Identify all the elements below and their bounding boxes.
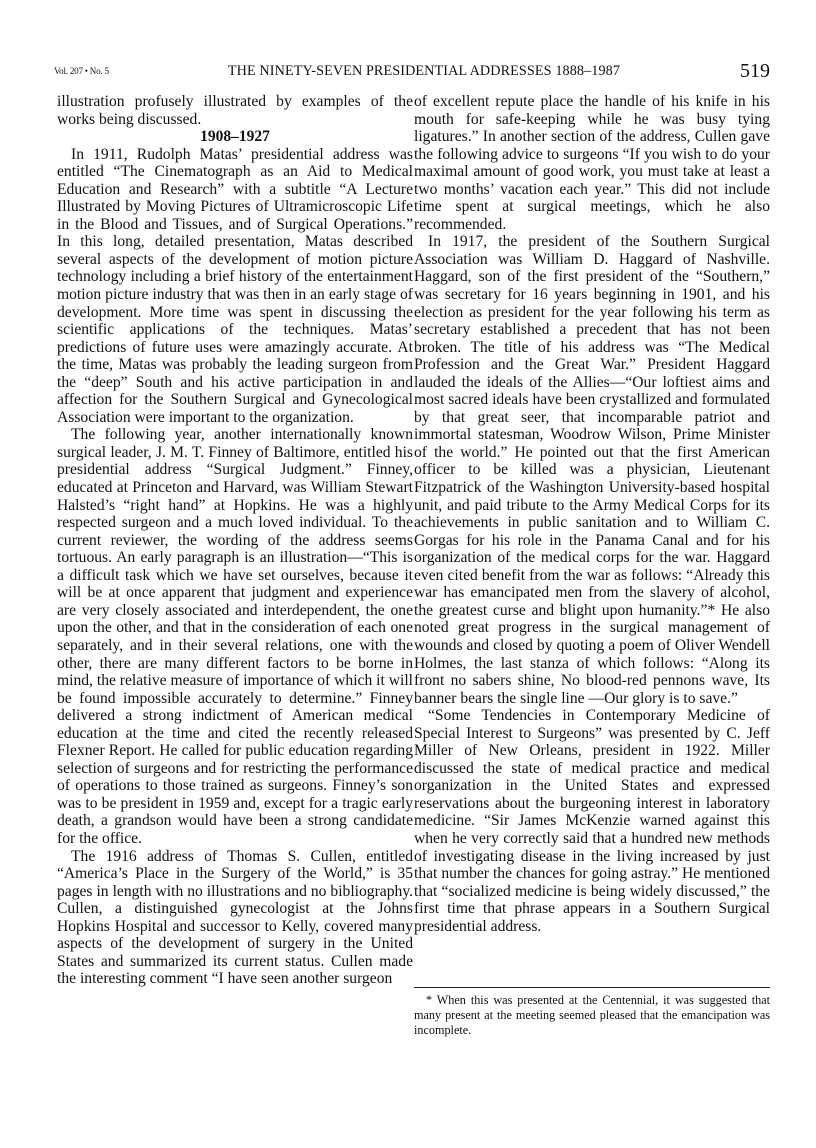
continued-paragraph: of excellent repute place the handle of his knife in his mouth for safe-keeping while he was busy tying ligatures.” In another section of the address, Cullen gave the following advice to surgeons “If you wish to do your maximal amount of good work, you must take at least a two months’ vacation each year.” This did not include time spent at surgical meetings, which he also recommended. (414, 93, 770, 233)
paragraph-miller: “Some Tendencies in Contemporary Medicine of Special Interest to Surgeons” was presented by C. Jeff Miller of New Orleans, president in 1922. Miller discussed the state of medical practice and medical organization in the United States and expressed reservations about the burgeoning interest in laboratory medicine. “Sir James McKenzie warned against this when he very correctly said that a hundred new methods of investigating disease in the living increased by just that number the chances for going astray.” He mentioned that “socialized medicine is being widely discussed,” the first time that phrase appears in a Southern Surgical presidential address. (414, 707, 770, 935)
paragraph-cullen: The 1916 address of Thomas S. Cullen, entitled “America’s Place in the Surgery of the World,” is 35 pages in length with no illustrations and no bibliography. Cullen, a distinguished gynecologist at the Johns Hopkins Hospital and successor to Kelly, covered many aspects of the development of surgery in the United States and summarized its current status. Cullen made the interesting comment “I have seen another surgeon (57, 847, 413, 988)
footnote (414, 993, 770, 1039)
paragraph-finney: The following year, another internationally known surgical leader, J. M. T. Finney of Baltimore, entitled his presidential address “Surgical Judgment.” Finney, educated at Princeton and Harvard, was William Stewart Halsted’s “right hand” at Hopkins. He was a highly respected surgeon and a much loved individual. To the current reviewer, the wording of the address seems tortuous. An early paragraph is an illustration—“This is a difficult task which we have set ourselves, because it will be at once apparent that judgment and experience are very closely associated and interdependent, the one upon the other, and that in the consideration of each one separately, and in their several relations, one with the other, there are many different factors to be borne in mind, the relative measure of importance of which it will be found impossible accurately to determine.” Finney delivered a strong indictment of American medical education at the time and cited the recently released Flexner Report. He called for public education regarding selection of surgeons and for restricting the performance of operations to those trained as surgeons. Finney’s son was to be president in 1959 and, except for a tragic early death, a grandson would have been a strong candidate for the office. (57, 426, 413, 847)
running-header (54, 62, 770, 84)
section-heading: 1908–1927 (200, 128, 270, 146)
continued-paragraph: illustration profusely illustrated by examples of the works being discussed. (57, 93, 413, 128)
volume-issue: Vol. 207 • No. 5 (54, 66, 109, 76)
running-title: THE NINETY-SEVEN PRESIDENTIAL ADDRESSES 1888–1987 (227, 63, 621, 79)
footnote-text: * When this was presented at the Centennial, it was suggested that many present at the meeting seemed pleased that the emancipation was incomplete. (414, 993, 770, 1038)
left-column (57, 93, 413, 988)
page-number: 519 (740, 60, 770, 82)
right-column (414, 93, 770, 935)
paragraph-haggard: In 1917, the president of the Southern Surgical Association was William D. Haggard of Nashville. Haggard, son of the first president of the “Southern,” was secretary for 16 years beginning in 1901, and his election as president for the year following his term as secretary established a precedent that has not been broken. The title of his address was “The Medical Profession and the Great War.” President Haggard lauded the ideals of the Allies—“Our loftiest aims and most sacred ideals have been crystallized and formulated by that great seer, that incomparable patriot and immortal statesman, Woodrow Wilson, Prime Minister of the world.” He pointed out that the first American officer to be killed was a physician, Lieutenant Fitzpatrick of the Washington University-based hospital unit, and paid tribute to the Army Medical Corps for its achievements in public sanitation and to William C. Gorgas for his role in the Panama Canal and for his organization of the medical corps for the war. Haggard even cited benefit from the war as follows: “Already this war has emancipated men from the slavery of alcohol, the greatest curse and blight upon humanity.”* He also noted great progress in the surgical management of wounds and closed by quoting a poem of Oliver Wendell Holmes, the last stanza of which follows: “Along its front no sabers shine, No blood-red pennons wave, Its banner bears the single line —Our glory is to save.” (414, 233, 770, 707)
paragraph-matas: In 1911, Rudolph Matas’ presidential address was entitled “The Cinematograph as an Aid to Medical Education and Research” with a subtitle “A Lecture Illustrated by Moving Pictures of Ultramicroscopic Life in the Blood and Tissues, and of Surgical Operations.” In this long, detailed presentation, Matas described several aspects of the development of motion picture technology including a brief history of the entertainment motion picture industry that was then in an early stage of development. More time was spent in discussing the scientific applications of the techniques. Matas’ predictions of future uses were amazingly accurate. At the time, Matas was probably the leading surgeon from the “deep” South and his active participation in and affection for the Southern Surgical and Gynecological Association were important to the organization. (57, 145, 413, 426)
footnote-divider (414, 987, 770, 988)
